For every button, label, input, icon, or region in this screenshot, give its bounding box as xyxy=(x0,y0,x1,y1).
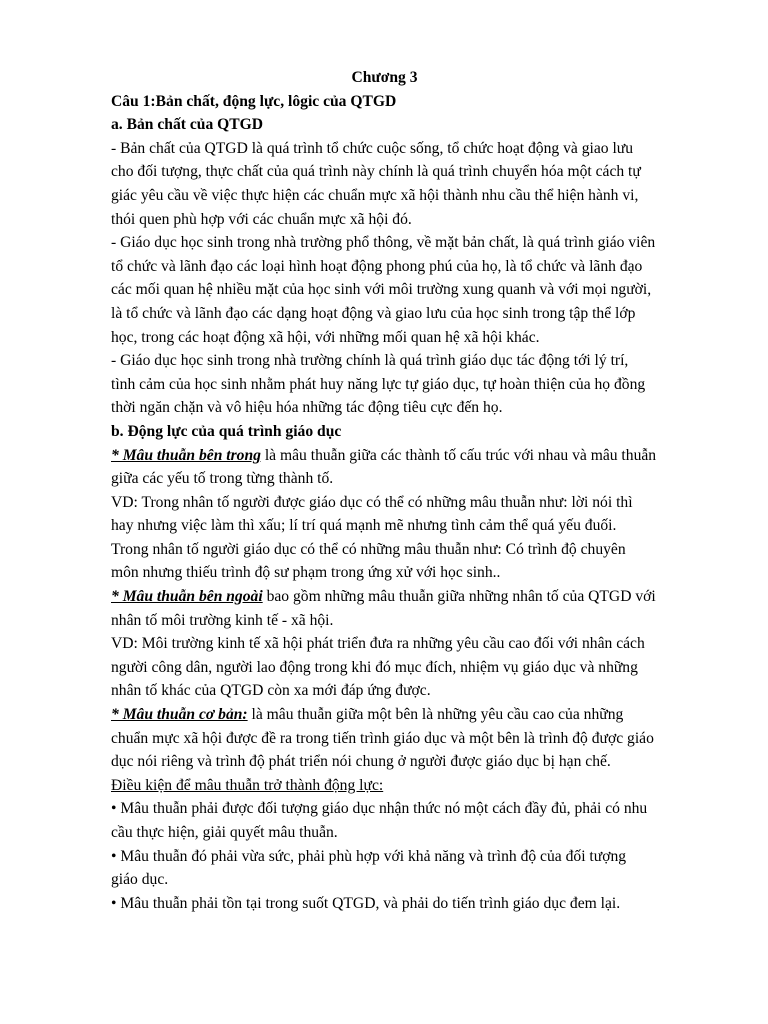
text-span: bao gồm những mâu thuẫn giữa những nhân tố của QTGD với xyxy=(262,588,656,606)
text-line xyxy=(111,585,708,609)
inner-contradiction-label: * Mâu thuẫn bên trong xyxy=(111,446,261,464)
list-item: giáo dục. xyxy=(111,871,169,889)
conditions-list xyxy=(111,797,708,915)
text-line xyxy=(111,703,708,727)
text-line: - Bản chất của QTGD là quá trình tổ chức cuộc sống, tổ chức hoạt động và giao lưu xyxy=(111,139,634,157)
paragraph-essence-1 xyxy=(111,137,708,231)
section-a-heading: a. Bản chất của QTGD xyxy=(111,116,264,134)
section-b-heading: b. Động lực của quá trình giáo dục xyxy=(111,422,342,440)
text-span: là mâu thuẫn giữa các thành tố cấu trúc với nhau và mâu thuẫn xyxy=(260,446,657,464)
text-line: VD: Trong nhân tố người được giáo dục có thể có những mâu thuẫn như: lời nói thì xyxy=(111,493,633,511)
list-item: cầu thực hiện, giải quyết mâu thuẫn. xyxy=(111,824,338,841)
question-heading: Câu 1:Bản chất, động lực, lôgic của QTGD xyxy=(111,92,397,110)
list-item: • Mâu thuẫn phải tồn tại trong suốt QTGD, và phải do tiến trình giáo dục đem lại. xyxy=(111,894,621,912)
paragraph-basic-contradiction xyxy=(111,703,708,774)
paragraph-example-1 xyxy=(111,491,708,585)
text-line: nhân tố môi trường kinh tế - xã hội. xyxy=(111,611,334,629)
text-line: học, trong các hoạt động xã hội, với những mối quan hệ xã hội khác. xyxy=(111,328,540,346)
text-line: môn nhưng thiếu trình độ sư phạm trong ứng xử với học sinh.. xyxy=(111,564,501,582)
text-line: nhân tố khác của QTGD còn xa mới đáp ứng được. xyxy=(111,682,431,700)
text-line: thời ngăn chặn và vô hiệu hóa những tác động tiêu cực đến họ. xyxy=(111,399,503,417)
text-line: tổ chức và lãnh đạo các loại hình hoạt động phong phú của họ, là tổ chức và lãnh đạo xyxy=(111,257,643,275)
paragraph-essence-3 xyxy=(111,349,708,420)
conditions-heading: Điều kiện để mâu thuẫn trở thành động lực: xyxy=(111,776,384,794)
text-line: các mối quan hệ nhiều mặt của học sinh với môi trường xung quanh và với mọi người, xyxy=(111,281,652,299)
text-line: tình cảm của học sinh nhằm phát huy năng lực tự giáo dục, tự hoàn thiện của họ đồng xyxy=(111,375,646,393)
text-line: VD: Môi trường kinh tế xã hội phát triển đưa ra những yêu cầu cao đối với nhân cách xyxy=(111,635,645,653)
text-line: giữa các yếu tố trong từng thành tố. xyxy=(111,470,334,488)
basic-contradiction-label: * Mâu thuẫn cơ bản: xyxy=(111,706,248,724)
text-span: là mâu thuẫn giữa một bên là những yêu cầu cao của những xyxy=(247,706,624,724)
list-item: • Mâu thuẫn phải được đối tượng giáo dục nhận thức nó một cách đầy đủ, phải có nhu xyxy=(111,800,648,818)
text-line: - Giáo dục học sinh trong nhà trường chính là quá trình giáo dục tác động tới lý trí, xyxy=(111,352,629,370)
text-line: người công dân, người lao động trong khi đó mục đích, nhiệm vụ giáo dục và những xyxy=(111,658,638,676)
text-line: dục nói riêng và trình độ phát triển nói chung ở người được giáo dục bị hạn chế. xyxy=(111,753,611,771)
outer-contradiction-label: * Mâu thuẫn bên ngoài xyxy=(111,588,263,606)
paragraph-outer-contradiction xyxy=(111,585,708,632)
text-line xyxy=(111,444,708,468)
paragraph-inner-contradiction xyxy=(111,444,708,491)
list-item: • Mâu thuẫn đó phải vừa sức, phải phù hợp với khả năng và trình độ của đối tượng xyxy=(111,847,627,865)
text-line: chuẩn mực xã hội được đề ra trong tiến trình giáo dục và một bên là trình độ được giáo xyxy=(111,729,654,747)
text-line: Trong nhân tố người giáo dục có thể có những mâu thuẫn như: Có trình độ chuyên xyxy=(111,540,626,558)
paragraph-example-2 xyxy=(111,632,708,703)
text-line: - Giáo dục học sinh trong nhà trường phổ thông, về mặt bản chất, là quá trình giáo viên xyxy=(111,234,656,252)
chapter-title: Chương 3 xyxy=(351,69,418,86)
text-line: là tổ chức và lãnh đạo các dạng hoạt động và giao lưu của học sinh trong tập thể lớp xyxy=(111,304,636,322)
text-line: cho đối tượng, thực chất của quá trình này chính là quá trình chuyển hóa một cách tự xyxy=(111,163,641,181)
text-line: thói quen phù hợp với các chuẩn mực xã hội đó. xyxy=(111,210,412,228)
text-line: giác yêu cầu về việc thực hiện các chuẩn mực xã hội thành nhu cầu thể hiện hành vi, xyxy=(111,186,639,204)
text-line: hay nhưng việc làm thì xấu; lí trí quá mạnh mẽ nhưng tình cảm thể quá yếu đuối. xyxy=(111,517,617,535)
paragraph-essence-2 xyxy=(111,231,708,349)
